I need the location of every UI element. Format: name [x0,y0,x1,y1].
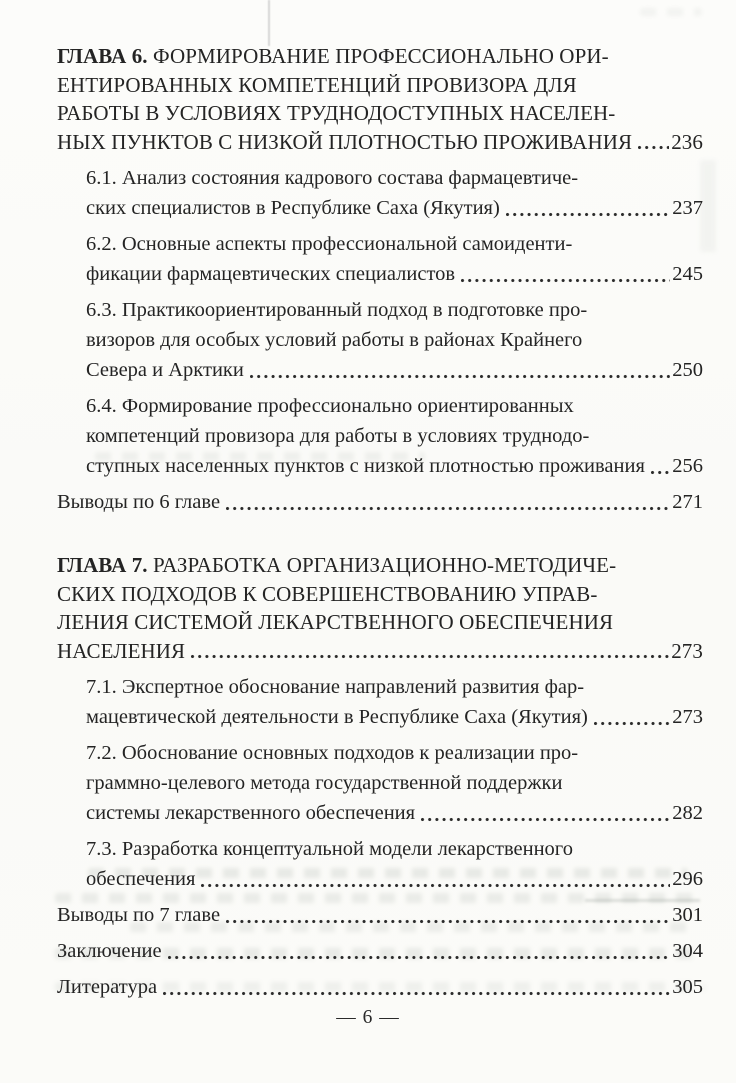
toc-line-text: ступных населенных пунктов с низкой плотностью проживания [86,455,645,477]
dot-leader [651,469,670,476]
toc-line [57,128,703,157]
toc-line [57,900,703,930]
dot-leader [168,954,671,961]
toc-line: РАБОТЫ В УСЛОВИЯХ ТРУДНОДОСТУПНЫХ НАСЕЛЕН- [57,101,616,125]
toc-line-text: Заключение [57,940,162,962]
dot-leader [226,505,670,512]
toc-line: 6.3. Практикоориентированный подход в подготовке про- [86,299,588,321]
toc-line [86,451,703,481]
page-number: 273 [672,706,703,728]
chapter-label: ГЛАВА 6. [57,44,148,68]
toc-entry-6-1 [57,163,703,223]
toc-entry-chapter-6 [57,42,703,156]
toc-line [57,637,703,666]
dot-leader [461,277,670,284]
toc-entry-7-2 [57,738,703,828]
toc-entry-bibliography [57,972,703,1002]
page-number-footer: — 6 — [336,1007,400,1028]
toc-line-text: Севера и Арктики [86,359,244,381]
toc-entry-conclusion [57,936,703,966]
toc-line [86,864,703,894]
page-number: 250 [672,359,703,381]
toc-line: граммно-целевого метода государственной поддержки [86,772,563,794]
toc-line: ЕНТИРОВАННЫХ КОМПЕТЕНЦИЙ ПРОВИЗОРА ДЛЯ [57,72,577,97]
chapter-label: ГЛАВА 7. [57,553,148,577]
dot-leader [638,144,669,151]
page-number: 301 [672,904,703,926]
toc-entry-6-3 [57,295,703,385]
toc-line-text: РАЗРАБОТКА ОРГАНИЗАЦИОННО-МЕТОДИЧЕ- [153,553,617,577]
dot-leader [250,373,670,380]
toc-line [57,936,703,966]
toc-line [57,487,703,517]
toc-line-text: ФОРМИРОВАНИЕ ПРОФЕССИОНАЛЬНО ОРИ- [153,44,609,68]
toc-entry-conclusions-7 [57,900,703,930]
toc-entry-chapter-7 [57,551,703,665]
toc-line: 6.4. Формирование профессионально ориентированных [86,395,574,417]
toc-line [57,972,703,1002]
toc-line [86,798,703,828]
dot-leader [421,816,670,823]
toc-entry-conclusions-6 [57,487,703,517]
toc-line [86,355,703,385]
toc-line-text: НЫХ ПУНКТОВ С НИЗКОЙ ПЛОТНОСТЬЮ ПРОЖИВАНИЯ [57,129,633,154]
toc-line: СКИХ ПОДХОДОВ К СОВЕРШЕНСТВОВАНИЮ УПРАВ- [57,581,598,606]
dot-leader [506,211,670,218]
toc-entry-7-3 [57,834,703,894]
toc-entry-6-4 [57,391,703,481]
toc-line: 6.1. Анализ состояния кадрового состава фармацевтиче- [86,167,579,189]
toc-entry-7-1 [57,672,703,732]
toc-line-text: НАСЕЛЕНИЯ [57,638,186,663]
table-of-contents [57,42,703,1008]
toc-line: 7.1. Экспертное обоснование направлений развития фар- [86,676,585,698]
page-number: 305 [672,976,703,998]
toc-line: 7.3. Разработка концептуальной модели лекарственного [86,838,573,860]
page-number: 273 [671,638,703,663]
page-number: 237 [672,197,703,219]
toc-line [86,193,703,223]
dot-leader [201,882,670,889]
toc-line-text: системы лекарственного обеспечения [86,802,416,824]
toc-line-text: Выводы по 7 главе [57,904,221,926]
toc-line [86,259,703,289]
toc-line [57,42,703,71]
toc-line: ЛЕНИЯ СИСТЕМОЙ ЛЕКАРСТВЕННОГО ОБЕСПЕЧЕНИЯ [57,610,614,634]
page-number: 282 [672,802,703,824]
page-number: 271 [672,491,703,513]
page-number: 304 [672,940,703,962]
toc-entry-6-2 [57,229,703,289]
toc-line-text: Литература [57,976,158,998]
toc-line: компетенций провизора для работы в условиях труднодо- [86,425,590,447]
page-number: 256 [672,455,703,477]
toc-line: 7.2. Обоснование основных подходов к реализации про- [86,742,579,764]
toc-line-text: ских специалистов в Республике Саха (Якутия) [86,197,500,219]
dot-leader [594,720,670,727]
page-number: 236 [671,129,703,154]
page-number: 296 [672,868,703,890]
dot-leader [191,653,669,660]
toc-line [86,702,703,732]
toc-line [57,551,703,580]
toc-line-text: обеспечения [86,868,196,890]
toc-line-text: фикации фармацевтических специалистов [86,263,456,285]
toc-line: визоров для особых условий работы в районах Крайнего [86,329,583,351]
dot-leader [163,990,670,997]
page-number: 245 [672,263,703,285]
toc-line: 6.2. Основные аспекты профессиональной самоиденти- [86,233,573,255]
toc-line-text: мацевтической деятельности в Республике Саха (Якутия) [86,706,588,728]
toc-line-text: Выводы по 6 главе [57,491,221,513]
dot-leader [226,918,670,925]
